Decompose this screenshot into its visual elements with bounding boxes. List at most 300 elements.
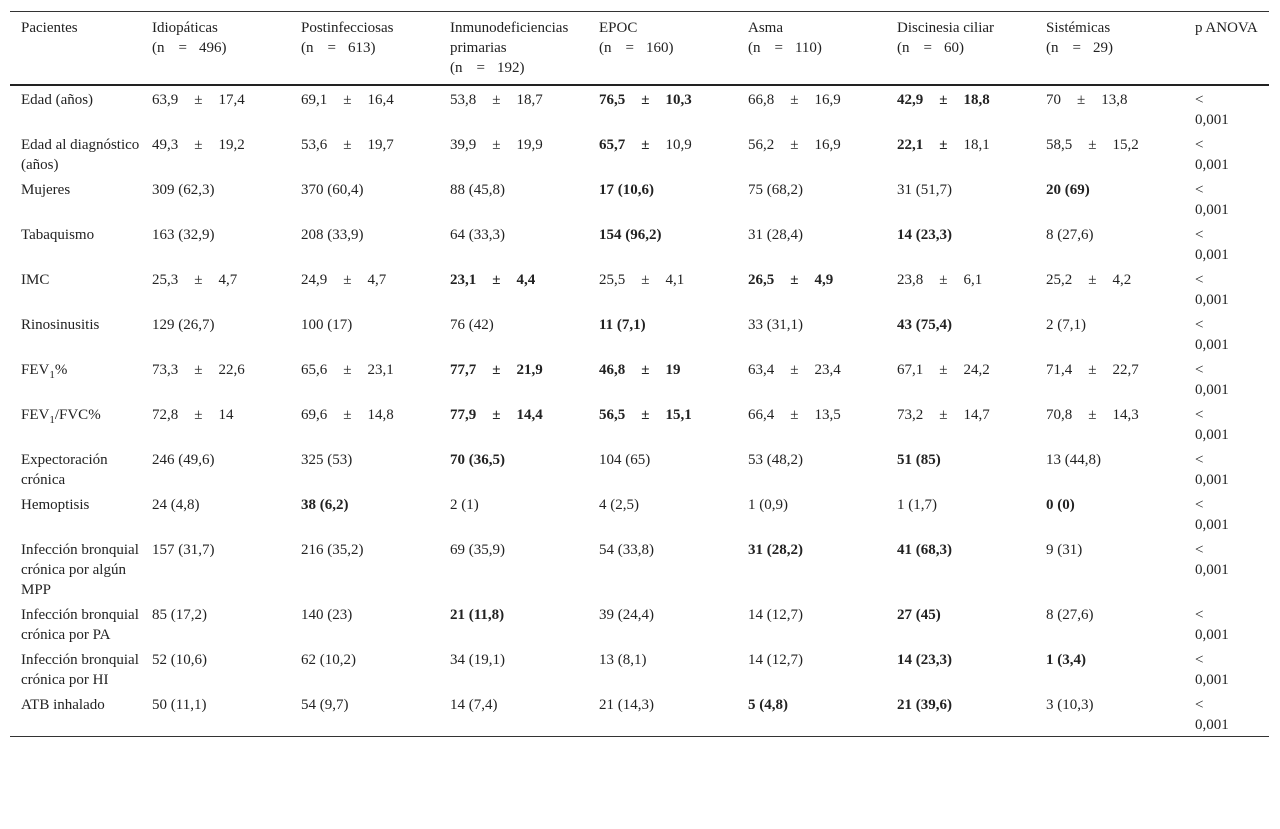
row-label [10, 356, 141, 401]
data-cell [588, 176, 737, 221]
plus-minus: ± [939, 407, 948, 423]
sd-value: 18,7 [516, 92, 543, 108]
count-value: 21 (14,3) [599, 697, 654, 713]
row-label-suffix: /FVC% [54, 407, 101, 423]
data-cell [588, 221, 737, 266]
count-value: 69 (35,9) [450, 542, 505, 558]
data-cell [737, 446, 886, 491]
plus-minus: ± [492, 272, 501, 288]
count-value: 1 (0,9) [748, 497, 788, 513]
table-row [10, 311, 1269, 356]
data-cell [886, 401, 1035, 446]
data-cell [886, 266, 1035, 311]
plus-minus: ± [790, 137, 799, 153]
data-cell [1035, 221, 1184, 266]
data-cell [439, 311, 588, 356]
p-less-than: < [1195, 607, 1204, 623]
data-cell [1035, 536, 1184, 601]
data-cell [588, 536, 737, 601]
row-label [10, 266, 141, 311]
data-cell [588, 446, 737, 491]
p-less-than: < [1195, 272, 1204, 288]
data-cell [290, 356, 439, 401]
mean-value: 73,3 [152, 362, 179, 378]
table-body [10, 85, 1269, 737]
p-value [1184, 176, 1269, 221]
sd-value: 22,7 [1112, 362, 1139, 378]
sd-value: 16,9 [814, 92, 841, 108]
row-label [10, 85, 141, 131]
count-value: 33 (31,1) [748, 317, 803, 333]
table-row [10, 401, 1269, 446]
data-cell [588, 266, 737, 311]
mean-value: 72,8 [152, 407, 179, 423]
p-less-than: < [1195, 542, 1204, 558]
mean-value: 53,8 [450, 92, 477, 108]
row-label-text: IMC [21, 272, 50, 288]
plus-minus: ± [343, 137, 352, 153]
count-value: 64 (33,3) [450, 227, 505, 243]
data-cell [886, 85, 1035, 131]
mean-value: 76,5 [599, 92, 626, 108]
p-value [1184, 266, 1269, 311]
data-cell [737, 221, 886, 266]
n-equals: = [774, 40, 783, 56]
p-number: 0,001 [1195, 337, 1229, 353]
count-value: 31 (28,2) [748, 542, 803, 558]
row-label-text: Mujeres [21, 182, 71, 198]
data-cell [1035, 356, 1184, 401]
n-prefix: (n [897, 40, 910, 56]
count-value: 13 (8,1) [599, 652, 647, 668]
data-cell [588, 356, 737, 401]
plus-minus: ± [194, 137, 203, 153]
data-cell [886, 356, 1035, 401]
sd-value: 14,8 [367, 407, 394, 423]
p-number: 0,001 [1195, 627, 1229, 643]
p-number: 0,001 [1195, 717, 1229, 733]
count-value: 21 (39,6) [897, 697, 952, 713]
plus-minus: ± [194, 362, 203, 378]
mean-value: 67,1 [897, 362, 924, 378]
count-value: 14 (7,4) [450, 697, 498, 713]
sd-value: 14,3 [1112, 407, 1139, 423]
row-label [10, 446, 141, 491]
sd-value: 4,1 [665, 272, 685, 288]
mean-value: 77,9 [450, 407, 477, 423]
count-value: 129 (26,7) [152, 317, 215, 333]
p-less-than: < [1195, 697, 1204, 713]
p-less-than: < [1195, 227, 1204, 243]
data-cell [737, 536, 886, 601]
count-value: 31 (28,4) [748, 227, 803, 243]
count-value: 208 (33,9) [301, 227, 364, 243]
data-cell [1035, 401, 1184, 446]
count-value: 20 (69) [1046, 182, 1090, 198]
sd-value: 19 [665, 362, 681, 378]
data-cell [141, 491, 290, 536]
sd-value: 23,4 [814, 362, 841, 378]
sd-value: 18,8 [963, 92, 990, 108]
data-cell [737, 266, 886, 311]
count-value: 38 (6,2) [301, 497, 349, 513]
sd-value: 17,4 [218, 92, 245, 108]
column-header [10, 12, 141, 86]
count-value: 1 (1,7) [897, 497, 937, 513]
data-cell [1035, 491, 1184, 536]
data-cell [737, 311, 886, 356]
data-cell [886, 601, 1035, 646]
mean-value: 66,8 [748, 92, 775, 108]
plus-minus: ± [641, 362, 650, 378]
data-cell [141, 176, 290, 221]
p-less-than: < [1195, 317, 1204, 333]
mean-value: 25,5 [599, 272, 626, 288]
count-value: 14 (12,7) [748, 652, 803, 668]
count-value: 325 (53) [301, 452, 353, 468]
plus-minus: ± [1088, 137, 1097, 153]
n-equals: = [178, 40, 187, 56]
n-prefix: (n [599, 40, 612, 56]
n-value: 29) [1092, 40, 1113, 56]
row-label [10, 401, 141, 446]
mean-value: 66,4 [748, 407, 775, 423]
p-value [1184, 221, 1269, 266]
data-cell [886, 131, 1035, 176]
p-value [1184, 311, 1269, 356]
data-cell [141, 446, 290, 491]
count-value: 54 (33,8) [599, 542, 654, 558]
count-value: 9 (31) [1046, 542, 1083, 558]
count-value: 41 (68,3) [897, 542, 952, 558]
data-cell [886, 221, 1035, 266]
column-header [588, 12, 737, 86]
plus-minus: ± [492, 362, 501, 378]
sd-value: 19,7 [367, 137, 394, 153]
data-cell [290, 401, 439, 446]
column-header [737, 12, 886, 86]
row-label-suffix: % [54, 362, 68, 378]
data-cell [737, 356, 886, 401]
data-cell [439, 691, 588, 737]
row-label [10, 646, 141, 691]
plus-minus: ± [343, 407, 352, 423]
data-cell [1035, 85, 1184, 131]
p-less-than: < [1195, 652, 1204, 668]
data-cell [737, 401, 886, 446]
plus-minus: ± [492, 137, 501, 153]
mean-value: 49,3 [152, 137, 179, 153]
data-cell [1035, 176, 1184, 221]
data-cell [588, 691, 737, 737]
data-cell [439, 601, 588, 646]
p-number: 0,001 [1195, 472, 1229, 488]
p-number: 0,001 [1195, 427, 1229, 443]
p-less-than: < [1195, 182, 1204, 198]
column-header [141, 12, 290, 86]
mean-value: 25,2 [1046, 272, 1073, 288]
mean-value: 23,8 [897, 272, 924, 288]
count-value: 51 (85) [897, 452, 941, 468]
mean-value: 70 [1046, 92, 1061, 108]
data-cell [290, 176, 439, 221]
row-label-text: Tabaquismo [21, 227, 95, 243]
count-value: 14 (12,7) [748, 607, 803, 623]
mean-value: 70,8 [1046, 407, 1073, 423]
mean-value: 42,9 [897, 92, 924, 108]
n-value: 192) [496, 60, 525, 76]
table-row [10, 221, 1269, 266]
data-cell [141, 691, 290, 737]
count-value: 14 (23,3) [897, 652, 952, 668]
column-label: p ANOVA [1195, 20, 1258, 36]
mean-value: 77,7 [450, 362, 477, 378]
mean-value: 23,1 [450, 272, 477, 288]
mean-value: 56,5 [599, 407, 626, 423]
row-label-subscript: 1 [49, 369, 55, 381]
data-cell [1035, 311, 1184, 356]
count-value: 216 (35,2) [301, 542, 364, 558]
column-label: Sistémicas [1046, 20, 1111, 36]
mean-value: 65,6 [301, 362, 328, 378]
column-header [439, 12, 588, 86]
count-value: 0 (0) [1046, 497, 1075, 513]
row-label-text: Expectoración crónica [21, 452, 108, 488]
plus-minus: ± [343, 92, 352, 108]
mean-value: 65,7 [599, 137, 626, 153]
count-value: 157 (31,7) [152, 542, 215, 558]
data-cell [737, 131, 886, 176]
data-cell [141, 221, 290, 266]
column-label: Idiopáticas [152, 20, 218, 36]
data-cell [1035, 131, 1184, 176]
count-value: 24 (4,8) [152, 497, 200, 513]
plus-minus: ± [194, 272, 203, 288]
mean-value: 63,9 [152, 92, 179, 108]
sd-value: 15,2 [1112, 137, 1139, 153]
row-label-subscript: 1 [49, 414, 55, 426]
sd-value: 24,2 [963, 362, 990, 378]
data-cell [290, 646, 439, 691]
plus-minus: ± [939, 137, 948, 153]
count-value: 76 (42) [450, 317, 494, 333]
data-cell [290, 691, 439, 737]
plus-minus: ± [194, 407, 203, 423]
data-cell [886, 311, 1035, 356]
plus-minus: ± [939, 362, 948, 378]
p-less-than: < [1195, 362, 1204, 378]
p-value [1184, 536, 1269, 601]
data-cell [439, 131, 588, 176]
column-header [290, 12, 439, 86]
n-equals: = [625, 40, 634, 56]
row-label-text: Infección bronquial crónica por algún MPP [21, 542, 139, 598]
data-cell [439, 356, 588, 401]
count-value: 2 (1) [450, 497, 479, 513]
mean-value: 56,2 [748, 137, 775, 153]
sd-value: 10,9 [665, 137, 692, 153]
row-label [10, 491, 141, 536]
p-number: 0,001 [1195, 672, 1229, 688]
n-value: 110) [794, 40, 822, 56]
p-less-than: < [1195, 92, 1204, 108]
plus-minus: ± [343, 272, 352, 288]
patients-comparison-table [10, 11, 1269, 737]
data-cell [886, 691, 1035, 737]
data-cell [737, 85, 886, 131]
mean-value: 58,5 [1046, 137, 1073, 153]
n-equals: = [327, 40, 336, 56]
data-cell [1035, 446, 1184, 491]
sd-value: 4,7 [367, 272, 387, 288]
data-cell [290, 221, 439, 266]
data-cell [290, 446, 439, 491]
data-cell [439, 266, 588, 311]
count-value: 85 (17,2) [152, 607, 207, 623]
plus-minus: ± [790, 362, 799, 378]
data-cell [737, 491, 886, 536]
plus-minus: ± [790, 407, 799, 423]
count-value: 53 (48,2) [748, 452, 803, 468]
count-value: 88 (45,8) [450, 182, 505, 198]
mean-value: 25,3 [152, 272, 179, 288]
row-label-text: ATB inhalado [21, 697, 105, 713]
row-label-text: FEV [21, 362, 50, 378]
plus-minus: ± [492, 407, 501, 423]
p-value [1184, 491, 1269, 536]
sd-value: 16,9 [814, 137, 841, 153]
row-label-text: Edad al diagnóstico (años) [21, 137, 140, 173]
sd-value: 13,5 [814, 407, 841, 423]
p-value [1184, 646, 1269, 691]
table-row [10, 131, 1269, 176]
count-value: 163 (32,9) [152, 227, 215, 243]
plus-minus: ± [641, 92, 650, 108]
column-label: Discinesia ciliar [897, 20, 995, 36]
data-cell [1035, 266, 1184, 311]
count-value: 3 (10,3) [1046, 697, 1094, 713]
count-value: 14 (23,3) [897, 227, 952, 243]
p-number: 0,001 [1195, 562, 1229, 578]
data-cell [588, 646, 737, 691]
count-value: 54 (9,7) [301, 697, 349, 713]
data-cell [290, 601, 439, 646]
data-cell [1035, 691, 1184, 737]
plus-minus: ± [641, 137, 650, 153]
mean-value: 73,2 [897, 407, 924, 423]
row-label-text: Edad (años) [21, 92, 94, 108]
count-value: 34 (19,1) [450, 652, 505, 668]
plus-minus: ± [939, 92, 948, 108]
column-label: EPOC [599, 20, 638, 36]
n-prefix: (n [450, 60, 463, 76]
p-number: 0,001 [1195, 202, 1229, 218]
table-row [10, 446, 1269, 491]
data-cell [439, 85, 588, 131]
count-value: 13 (44,8) [1046, 452, 1101, 468]
sd-value: 4,9 [814, 272, 834, 288]
table-row [10, 646, 1269, 691]
plus-minus: ± [641, 407, 650, 423]
p-value [1184, 131, 1269, 176]
data-cell [737, 601, 886, 646]
row-label-text: FEV [21, 407, 50, 423]
table-header [10, 12, 1269, 86]
mean-value: 46,8 [599, 362, 626, 378]
row-label [10, 221, 141, 266]
mean-value: 26,5 [748, 272, 775, 288]
plus-minus: ± [790, 272, 799, 288]
data-cell [439, 176, 588, 221]
data-cell [141, 536, 290, 601]
n-prefix: (n [1046, 40, 1059, 56]
plus-minus: ± [790, 92, 799, 108]
mean-value: 69,6 [301, 407, 328, 423]
table-row [10, 536, 1269, 601]
column-label: Postinfecciosas [301, 20, 394, 36]
p-number: 0,001 [1195, 247, 1229, 263]
data-cell [886, 646, 1035, 691]
count-value: 309 (62,3) [152, 182, 215, 198]
count-value: 8 (27,6) [1046, 607, 1094, 623]
count-value: 154 (96,2) [599, 227, 662, 243]
count-value: 43 (75,4) [897, 317, 952, 333]
data-cell [737, 176, 886, 221]
data-cell [290, 311, 439, 356]
data-cell [886, 176, 1035, 221]
data-cell [141, 356, 290, 401]
plus-minus: ± [343, 362, 352, 378]
row-label [10, 691, 141, 737]
table-row [10, 691, 1269, 737]
sd-value: 10,3 [665, 92, 692, 108]
data-cell [439, 221, 588, 266]
p-less-than: < [1195, 497, 1204, 513]
row-label [10, 601, 141, 646]
column-label: Pacientes [21, 20, 78, 36]
column-label: Asma [748, 20, 783, 36]
count-value: 27 (45) [897, 607, 941, 623]
mean-value: 71,4 [1046, 362, 1073, 378]
row-label-text: Rinosinusitis [21, 317, 100, 333]
count-value: 140 (23) [301, 607, 353, 623]
row-label [10, 131, 141, 176]
data-cell [588, 85, 737, 131]
n-value: 496) [198, 40, 227, 56]
p-value [1184, 401, 1269, 446]
table-row [10, 176, 1269, 221]
count-value: 11 (7,1) [599, 317, 646, 333]
column-header [886, 12, 1035, 86]
row-label-text: Infección bronquial crónica por HI [21, 652, 139, 688]
data-cell [886, 446, 1035, 491]
p-number: 0,001 [1195, 112, 1229, 128]
p-value [1184, 446, 1269, 491]
plus-minus: ± [1088, 272, 1097, 288]
sd-value: 4,2 [1112, 272, 1132, 288]
sd-value: 13,8 [1101, 92, 1128, 108]
count-value: 5 (4,8) [748, 697, 788, 713]
table-row [10, 356, 1269, 401]
column-header [1035, 12, 1184, 86]
p-value [1184, 601, 1269, 646]
count-value: 104 (65) [599, 452, 651, 468]
p-number: 0,001 [1195, 382, 1229, 398]
data-cell [439, 646, 588, 691]
column-label: Inmunodeficiencias primarias [450, 20, 569, 56]
p-value [1184, 356, 1269, 401]
plus-minus: ± [1077, 92, 1086, 108]
